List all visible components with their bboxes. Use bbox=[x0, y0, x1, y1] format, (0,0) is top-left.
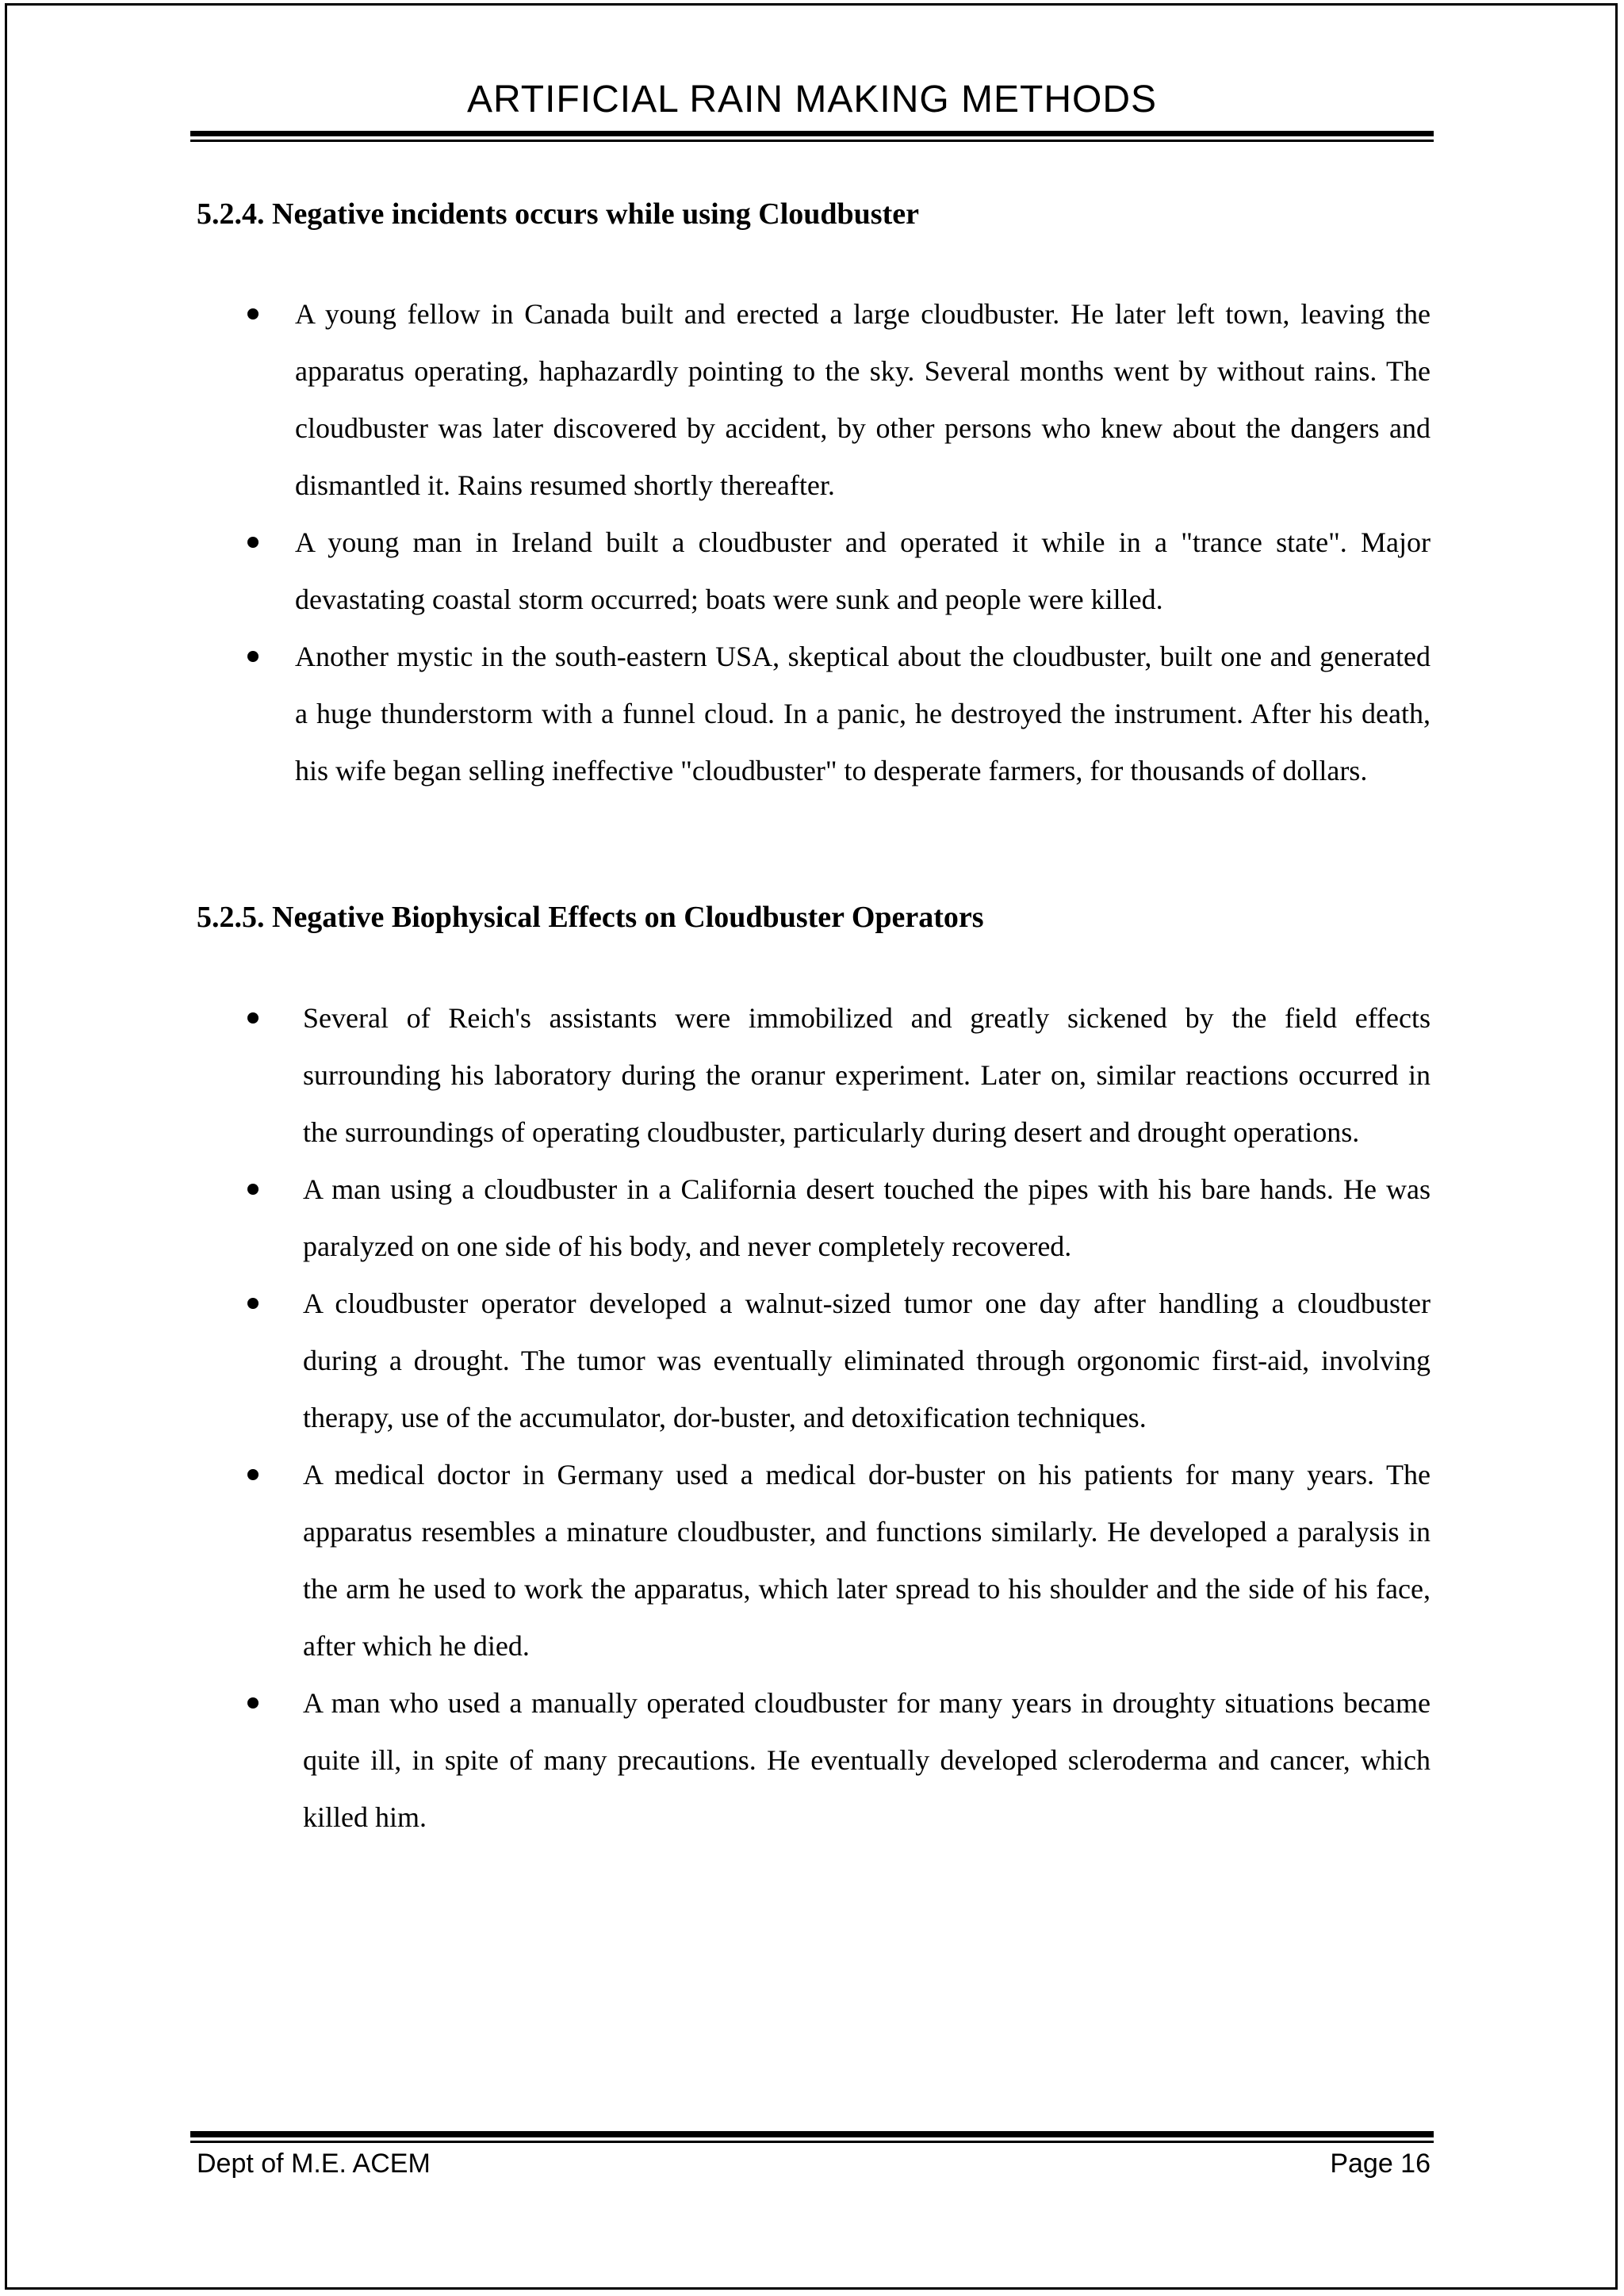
bullet-icon bbox=[247, 1469, 259, 1480]
list-item bbox=[247, 1275, 1431, 1446]
list-item-text: Another mystic in the south-eastern USA, skeptical about the cloudbuster, built one and generated a huge thunderstorm with a funnel cloud. In a panic, he destroyed the instrument. After his death, his wife began selling ineffective "cloudbuster" to desperate farmers, for thousands of dollars. bbox=[295, 641, 1431, 786]
bullet-icon bbox=[247, 537, 259, 548]
list-item bbox=[247, 514, 1431, 628]
list-item bbox=[247, 1446, 1431, 1674]
list-item bbox=[247, 285, 1431, 514]
list-item-text: Several of Reich's assistants were immobilized and greatly sickened by the field effects surrounding his laboratory during the oranur experiment. Later on, similar reactions occurred in the surroundings of operating cloudbuster, particularly during desert and drought operations. bbox=[303, 1002, 1431, 1148]
footer-department: Dept of M.E. ACEM bbox=[197, 2149, 431, 2179]
list-item-text: A young fellow in Canada built and erected a large cloudbuster. He later left town, leaving the apparatus operating, haphazardly pointing to the sky. Several months went by without rains. The cloudbuster was later discovered by accident, by other persons who knew about the dangers and dismantled it. Rains resumed shortly thereafter. bbox=[295, 298, 1431, 501]
page-header-title: ARTIFICIAL RAIN MAKING METHODS bbox=[466, 78, 1158, 121]
list-item bbox=[247, 989, 1431, 1161]
list-item-text: A cloudbuster operator developed a walnut-sized tumor one day after handling a cloudbuster during a drought. The tumor was eventually eliminated through orgonomic first-aid, involving therapy, use of the accumulator, dor-buster, and detoxification techniques. bbox=[303, 1288, 1431, 1433]
bullet-icon bbox=[247, 1697, 259, 1709]
bullet-list-5-2-4 bbox=[247, 285, 1431, 799]
list-item-text: A medical doctor in Germany used a medical dor-buster on his patients for many years. The apparatus resembles a minature cloudbuster, and functions similarly. He developed a paralysis in the arm he used to work the apparatus, which later spread to his shoulder and the side of his face, after which he died. bbox=[303, 1459, 1431, 1662]
list-item bbox=[247, 628, 1431, 799]
bullet-icon bbox=[247, 651, 259, 662]
list-item-text: A man using a cloudbuster in a California desert touched the pipes with his bare hands. He was paralyzed on one side of his body, and never completely recovered. bbox=[303, 1173, 1431, 1262]
list-item-text: A man who used a manually operated cloudbuster for many years in droughty situations became quite ill, in spite of many precautions. He eventually developed scleroderma and cancer, which killed him. bbox=[303, 1687, 1431, 1833]
footer-rule-thick bbox=[190, 2131, 1434, 2137]
section-heading-5-2-4: 5.2.4. Negative incidents occurs while using Cloudbuster bbox=[197, 197, 919, 231]
bullet-icon bbox=[247, 1298, 259, 1309]
header-rule-thin bbox=[190, 140, 1434, 142]
list-item-text: A young man in Ireland built a cloudbuster and operated it while in a "trance state". Major devastating coastal storm occurred; boats were sunk and people were killed. bbox=[295, 526, 1431, 615]
list-item bbox=[247, 1161, 1431, 1275]
bullet-icon bbox=[247, 1184, 259, 1195]
footer-page-number: Page 16 bbox=[1330, 2149, 1431, 2179]
bullet-list-5-2-5 bbox=[247, 989, 1431, 1846]
footer-rule-thin bbox=[190, 2141, 1434, 2143]
bullet-icon bbox=[247, 1012, 259, 1024]
bullet-icon bbox=[247, 308, 259, 320]
header-rule-thick bbox=[190, 131, 1434, 136]
list-item bbox=[247, 1674, 1431, 1846]
section-heading-5-2-5: 5.2.5. Negative Biophysical Effects on Cloudbuster Operators bbox=[197, 901, 984, 934]
